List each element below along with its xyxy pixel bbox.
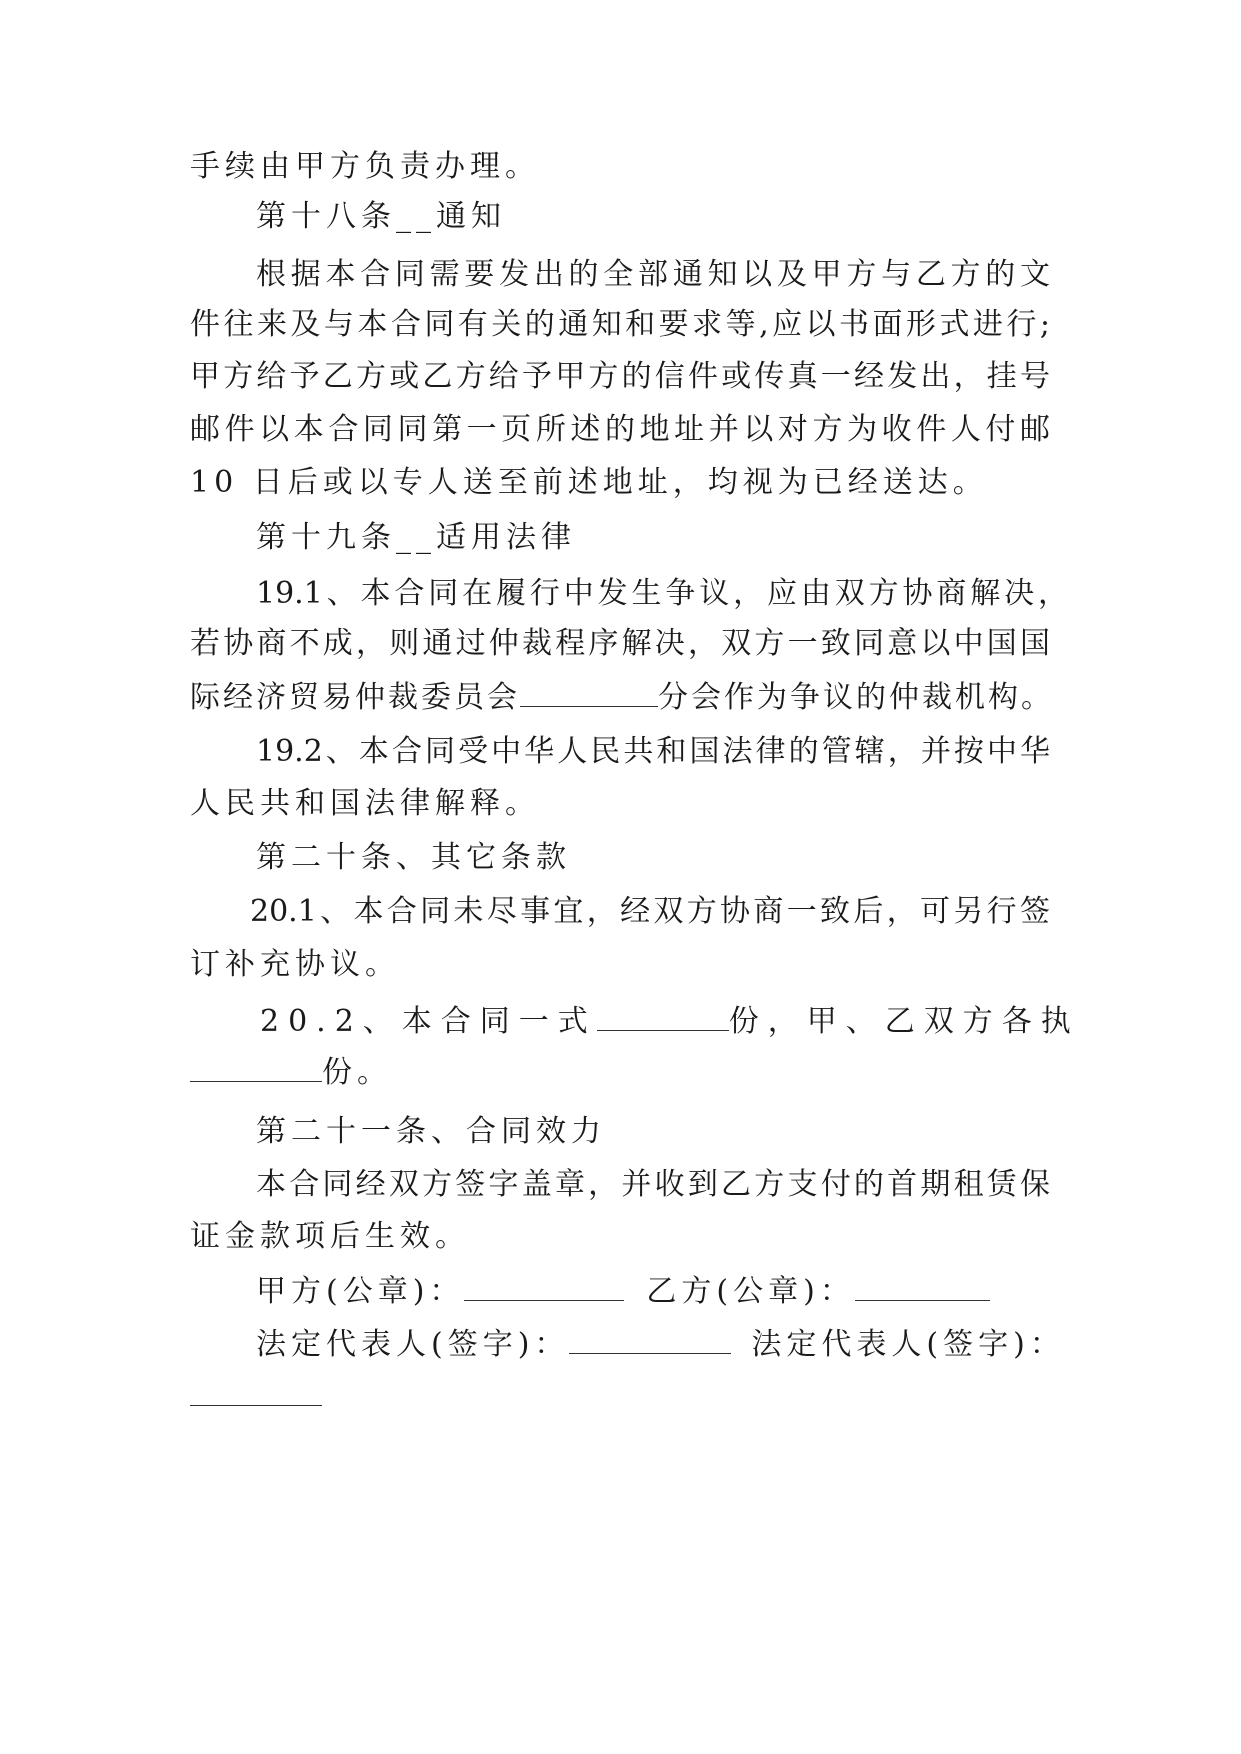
text-line <box>190 1053 1050 1093</box>
text-segment: 际经济贸易仲裁委员会 <box>190 680 520 715</box>
text-line: 本合同经双方签字盖章，并收到乙方支付的首期租赁保 <box>256 1167 1050 1202</box>
blank-field <box>569 1327 731 1354</box>
signature-line-representatives <box>256 1325 1076 1365</box>
text-line: 10 日后或以专人送至前述地址，均视为已经送达。 <box>190 465 988 500</box>
text-line: 19.2、本合同受中华人民共和国法律的管辖，并按中华 <box>256 734 1050 769</box>
text-segment: 份。 <box>322 1055 392 1090</box>
text-line: 甲方给予乙方或乙方给予甲方的信件或传真一经发出，挂号 <box>190 359 1050 394</box>
blank-field <box>520 680 658 707</box>
text-line: 20.1、本合同未尽事宜，经双方协商一致后，可另行签 <box>250 894 1050 929</box>
blank-field <box>190 1055 322 1082</box>
text-line: 订补充协议。 <box>190 947 400 982</box>
text-line: 手续由甲方负责办理。 <box>190 149 540 184</box>
article-19-heading: 第十九条__适用法律 <box>256 520 576 555</box>
text-line: 根据本合同需要发出的全部通知以及甲方与乙方的文 <box>256 257 1050 292</box>
text-segment: 份，甲、乙双方各执 <box>728 1004 1080 1039</box>
article-18-heading: 第十八条__通知 <box>256 199 506 234</box>
blank-field <box>597 1004 729 1031</box>
party-a-seal-label: 甲方(公章)： <box>256 1274 465 1309</box>
text-line: 邮件以本合同同第一页所述的地址并以对方为收件人付邮 <box>190 412 1050 447</box>
text-line <box>190 678 1070 718</box>
text-line: 人民共和国法律解释。 <box>190 786 540 821</box>
text-segment: 分会作为争议的仲裁机构。 <box>658 680 1054 715</box>
party-a-representative-label: 法定代表人(签字)： <box>256 1327 570 1362</box>
article-20-heading: 第二十条、其它条款 <box>256 840 571 875</box>
text-line: 19.1、本合同在履行中发生争议，应由双方协商解决， <box>256 576 1068 611</box>
text-line: 若协商不成，则通过仲裁程序解决，双方一致同意以中国国 <box>190 626 1050 661</box>
party-b-seal-label: 乙方(公章)： <box>646 1274 855 1309</box>
party-b-representative-label: 法定代表人(签字)： <box>751 1327 1065 1362</box>
article-21-heading: 第二十一条、合同效力 <box>256 1114 606 1149</box>
text-line: 件往来及与本合同有关的通知和要求等,应以书面形式进行; <box>190 307 1050 342</box>
blank-field <box>464 1274 624 1301</box>
blank-field <box>855 1274 990 1301</box>
text-line <box>190 1377 1050 1417</box>
blank-field <box>190 1379 322 1406</box>
signature-line-party-a-b <box>256 1272 1050 1312</box>
text-line: 证金款项后生效。 <box>190 1219 470 1254</box>
text-line <box>260 1002 1080 1042</box>
text-segment: 20.2、本合同一式 <box>260 1004 597 1039</box>
